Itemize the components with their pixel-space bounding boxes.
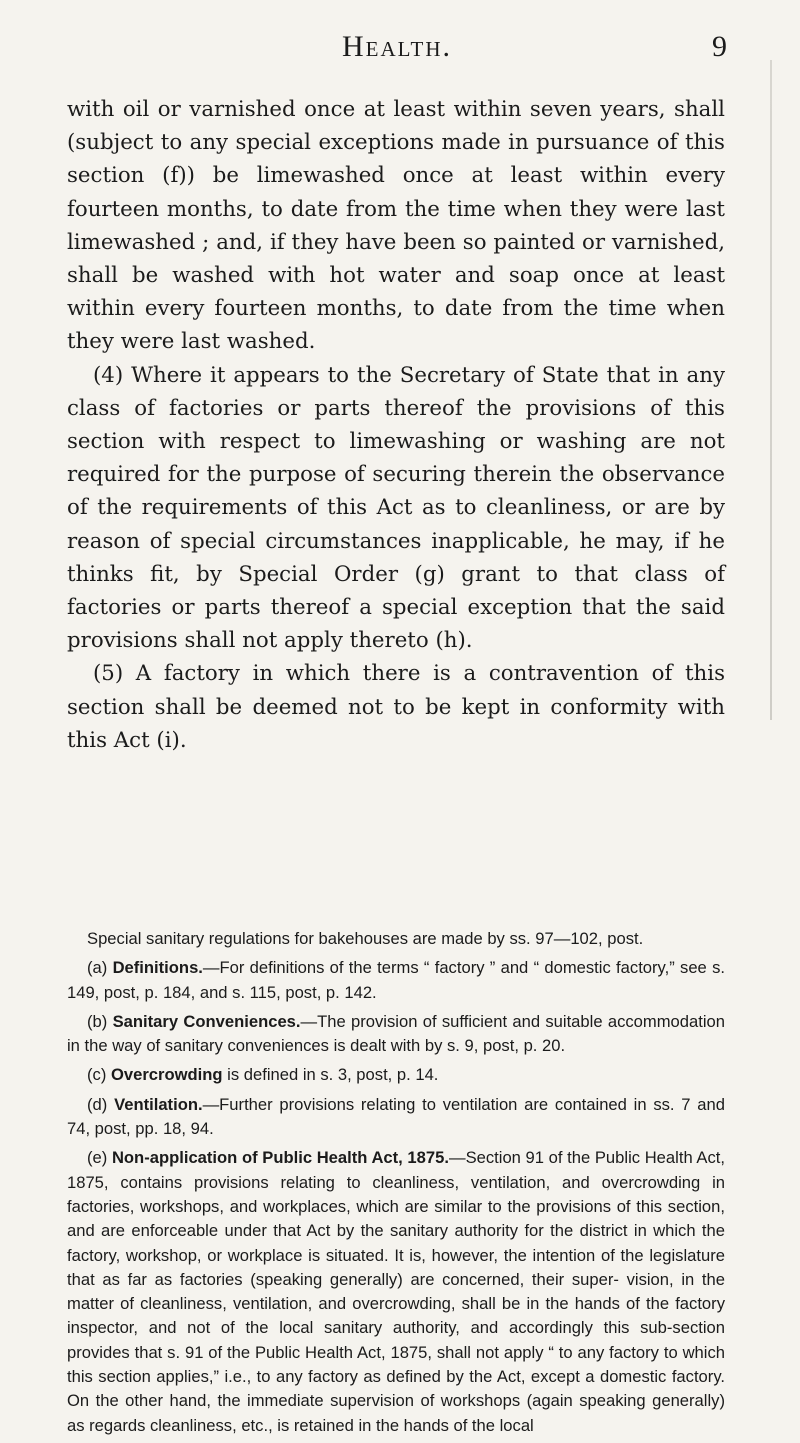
note-d-marker: (d) (87, 1094, 108, 1114)
paragraph-continuation: with oil or varnished once at least within seven years, shall (subject to any special exceptions made in pursuance of this section (f)) be limewashed once at least within every fourteen months, to date from the time when they were last limewashed ; and, if they have been so painted or varnished, shall be washed with hot water and soap once at least within every fourteen months, to date from the time when they were last washed. (67, 97, 725, 355)
page-header (67, 30, 727, 70)
note-intro: Special sanitary regulations for bakehouses are made by ss. 97—102, post. (87, 929, 644, 948)
footnotes (67, 927, 725, 1443)
paragraph-5: (5) A factory in which there is a contravention of this section shall be deemed not to be kept in conformity with this Act (i). (67, 661, 725, 753)
note-c-body: is defined in s. 3, post, p. 14. (222, 1065, 439, 1085)
note-e-heading: Non-application of Public Health Act, 1875. (111, 1148, 449, 1168)
note-d-body: —Further provisions relating to ventilation are contained in ss. 7 and 74, post, pp. 18, 94. (67, 1094, 725, 1139)
note-a-heading: Definitions. (112, 958, 203, 978)
main-text (67, 93, 725, 757)
note-b-marker: (b) (87, 1011, 108, 1031)
note-b (67, 1010, 725, 1059)
note-b-body: —The provision of sufficient and suitable accommodation in the way of sanitary conveniences is dealt with by s. 9, post, p. 20. (67, 1011, 725, 1056)
note-d (67, 1093, 725, 1142)
note-e-body: —Section 91 of the Public Health Act, 1875, contains provisions relating to cleanliness, ventilation, and overcrowding in factories, workshops, and workplaces, which are similar to the provisions of this section, and are enforceable under that Act by the sanitary authority for the district in which the factory, workshop, or workplace is situated. It is, however, the intention of the legislature that as far as factories (speaking generally) are concerned, their super- vision, in the matter of cleanliness, ventilation, and overcrowding, shall be in the hands of the factory inspector, and not of the local sanitary authority, and accordingly this sub-section provides that s. 91 of the Public Health Act, 1875, shall not apply “ to any factory to which this section applies,” i.e., to any factory as defined by the Act, except a domestic factory. On the other hand, the immediate supervision of workshops (again speaking generally) as regards cleanliness, etc., is retained in the hands of the local (67, 1148, 725, 1435)
page-edge-shadow (770, 60, 772, 720)
note-a-marker: (a) (87, 958, 108, 978)
note-c (67, 1063, 725, 1087)
note-c-marker: (c) (87, 1065, 107, 1085)
note-a (67, 956, 725, 1005)
note-c-heading: Overcrowding (110, 1065, 223, 1085)
note-e-marker: (e) (87, 1148, 108, 1168)
note-b-heading: Sanitary Conveniences. (112, 1011, 301, 1031)
note-d-heading: Ventilation. (114, 1094, 203, 1114)
page-number: 9 (712, 30, 727, 63)
note-e (67, 1146, 725, 1438)
paragraph-4: (4) Where it appears to the Secretary of State that in any class of factories or parts thereof the provisions of this section with respect to limewashing or washing are not required for the purpose of securing therein the observance of the requirements of this Act as to cleanliness, or are by reason of special circumstances inapplicable, he may, if he thinks fit, by Special Order (g) grant to that class of factories or parts thereof a special exception that the said provisions shall not apply thereto (h). (67, 362, 725, 654)
note-a-body: —For definitions of the terms “ factory ” and “ domestic factory,” see s. 149, post, p. 184, and s. 115, post, p. 142. (67, 958, 725, 1002)
running-title: Health. (341, 30, 453, 63)
